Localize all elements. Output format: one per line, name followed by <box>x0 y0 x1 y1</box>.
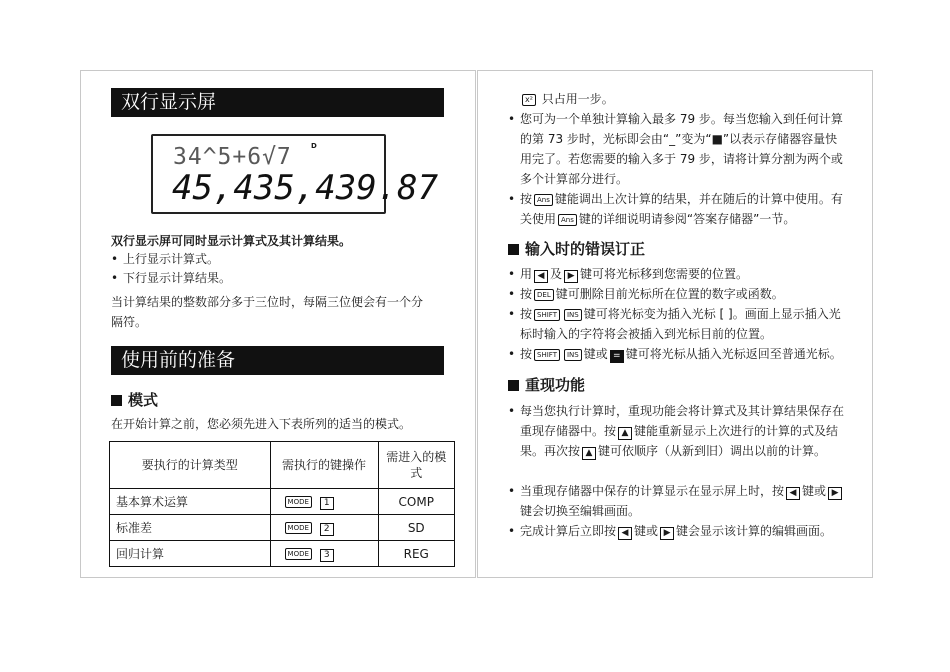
ins-key-icon: INS <box>564 349 582 361</box>
left-page <box>80 70 476 578</box>
section-title-preparation-text: 使用前的准备 <box>121 349 236 371</box>
right-arrow-key-icon: ▶ <box>828 487 842 500</box>
mode-key-icon: MODE <box>285 522 312 534</box>
bullet-upper-line: • 上行显示计算式。 <box>111 249 219 269</box>
separator-paragraph: 当计算结果的整数部分多于三位时，每隔三位便会有一个分隔符。 <box>111 295 424 329</box>
lcd-result-line: 45,435,439.87 <box>172 168 439 208</box>
replay-text-b: 键能重新显示上次进行的计算的式及结果。再次按 <box>520 424 839 458</box>
after-calc-a: 完成计算后立即按 <box>520 524 617 538</box>
dual-display-intro: 双行显示屏可同时显示计算式及其计算结果。 <box>111 234 352 248</box>
calc-type-cell: 回归计算 <box>110 541 271 567</box>
mode-key-icon: MODE <box>285 496 312 508</box>
replay-edit-b: 键或 <box>802 484 827 498</box>
mode-cell: COMP <box>378 489 455 515</box>
shift-key-icon: SHIFT <box>534 309 560 321</box>
x-squared-key-icon: x² <box>522 94 536 106</box>
lcd-expression-line: 34^5+6√7 <box>173 144 292 170</box>
number-key-icon: 2 <box>320 523 334 536</box>
after-calc-c: 键会显示该计算的编辑画面。 <box>676 524 833 538</box>
ans-key-icon: Ans <box>534 194 553 206</box>
square-bullet-icon <box>508 244 519 255</box>
calc-type-cell: 基本算术运算 <box>110 489 271 515</box>
heading-mode <box>111 389 158 410</box>
bullet-lower-line: • 下行显示计算结果。 <box>111 268 231 288</box>
table-row <box>110 515 455 541</box>
cursor-move-and: 及 <box>550 267 563 281</box>
cursor-move-tail: 键可将光标移到您需要的位置。 <box>580 267 749 281</box>
step-limit-text-a: 您可为一个单独计算输入最多 79 步。每当您输入到任何计算的第 73 步时，光标即会由 <box>520 112 843 146</box>
bullet-ans-key <box>508 189 848 229</box>
lcd-indicator: D <box>311 142 317 150</box>
ans-text-mid: 键能调出上次计算的结果，并在随后的计算中使用。有关使用 <box>520 192 843 226</box>
ans-text-tail: 键的详细说明请参阅“答案存储器”一节。 <box>578 212 796 226</box>
table-header: 需执行的键操作 <box>270 442 378 489</box>
heading-error-correction-text: 输入时的错误订正 <box>525 240 646 258</box>
step-limit-text-mid: 变为 <box>681 132 706 146</box>
replay-text-c: 键可依顺序（从新到旧）调出以前的计算。 <box>598 444 827 458</box>
heading-replay-text: 重现功能 <box>525 376 586 394</box>
key-op-cell <box>270 489 378 515</box>
mode-paragraph: 在开始计算之前，您必须先进入下表所列的适当的模式。 <box>111 417 412 431</box>
del-key-icon: DEL <box>534 289 554 301</box>
mode-key-icon: MODE <box>285 548 312 560</box>
left-arrow-key-icon: ◀ <box>618 527 632 540</box>
equals-key-icon: = <box>610 350 624 363</box>
square-bullet-icon <box>508 380 519 391</box>
replay-text-a: 每当您执行计算时，重现功能会将计算式及其计算结果保存在重现存储器中。按 <box>520 404 845 438</box>
bullet-delete <box>508 284 848 304</box>
bullet-replay-memory <box>508 401 848 461</box>
step-limit-text-b: 以表示存储器容量快用完了。若您需要的输入多于 79 步，请将计算分割为两个或多个计算部分进行。 <box>520 132 843 186</box>
bullet-normal-cursor <box>508 344 848 364</box>
normal-cursor-pre: 按 <box>520 347 533 361</box>
x2-note <box>520 89 614 109</box>
ins-key-icon: INS <box>564 309 582 321</box>
heading-error-correction <box>508 238 645 259</box>
table-header: 需进入的模式 <box>378 442 455 489</box>
left-arrow-key-icon: ◀ <box>786 487 800 500</box>
right-arrow-key-icon: ▶ <box>564 270 578 283</box>
up-arrow-key-icon: ▲ <box>582 447 596 460</box>
delete-pre: 按 <box>520 287 533 301</box>
heading-mode-text: 模式 <box>128 391 159 409</box>
replay-edit-a: 当重现存储器中保存的计算显示在显示屏上时，按 <box>520 484 785 498</box>
section-title-dual-display: 双行显示屏 <box>111 88 444 117</box>
key-op-cell <box>270 541 378 567</box>
number-key-icon: 3 <box>320 549 334 562</box>
right-page <box>477 70 873 578</box>
after-calc-b: 键或 <box>634 524 659 538</box>
up-arrow-key-icon: ▲ <box>618 427 632 440</box>
bullet-step-limit <box>508 109 848 189</box>
cursor-move-pre: 用 <box>520 267 533 281</box>
ans-text-pre: 按 <box>520 192 533 206</box>
insert-tail: 键可将光标变为插入光标 [ ]。画面上显示插入光标时输入的字符将会被插入到光标目前的位置。 <box>520 307 841 341</box>
shift-key-icon: SHIFT <box>534 349 560 361</box>
bullet-insert <box>508 304 848 344</box>
insert-pre: 按 <box>520 307 533 321</box>
mode-table <box>109 441 455 567</box>
left-arrow-key-icon: ◀ <box>534 270 548 283</box>
right-arrow-key-icon: ▶ <box>660 527 674 540</box>
cursor-block: “■” <box>705 132 730 146</box>
section-title-preparation <box>111 346 444 375</box>
number-key-icon: 1 <box>320 497 334 510</box>
bullet-cursor-move <box>508 264 848 284</box>
table-header: 要执行的计算类型 <box>110 442 271 489</box>
calc-type-cell: 标准差 <box>110 515 271 541</box>
table-row <box>110 541 455 567</box>
x2-note-text: 只占用一步。 <box>541 92 614 106</box>
replay-edit-c: 键会切换至编辑画面。 <box>520 504 641 518</box>
bullet-replay-edit <box>508 481 848 521</box>
table-row <box>110 489 455 515</box>
normal-cursor-mid: 键或 <box>583 347 608 361</box>
cursor-underscore: “_” <box>662 132 682 146</box>
key-op-cell <box>270 515 378 541</box>
delete-tail: 键可删除目前光标所在位置的数字或函数。 <box>555 287 784 301</box>
normal-cursor-tail: 键可将光标从插入光标返回至普通光标。 <box>625 347 842 361</box>
mode-cell: REG <box>378 541 455 567</box>
bullet-after-calc <box>508 521 848 541</box>
square-bullet-icon <box>111 395 122 406</box>
lcd-display <box>151 134 439 214</box>
mode-cell: SD <box>378 515 455 541</box>
table-header-row <box>110 442 455 489</box>
heading-replay <box>508 374 585 395</box>
ans-key-icon: Ans <box>558 214 577 226</box>
